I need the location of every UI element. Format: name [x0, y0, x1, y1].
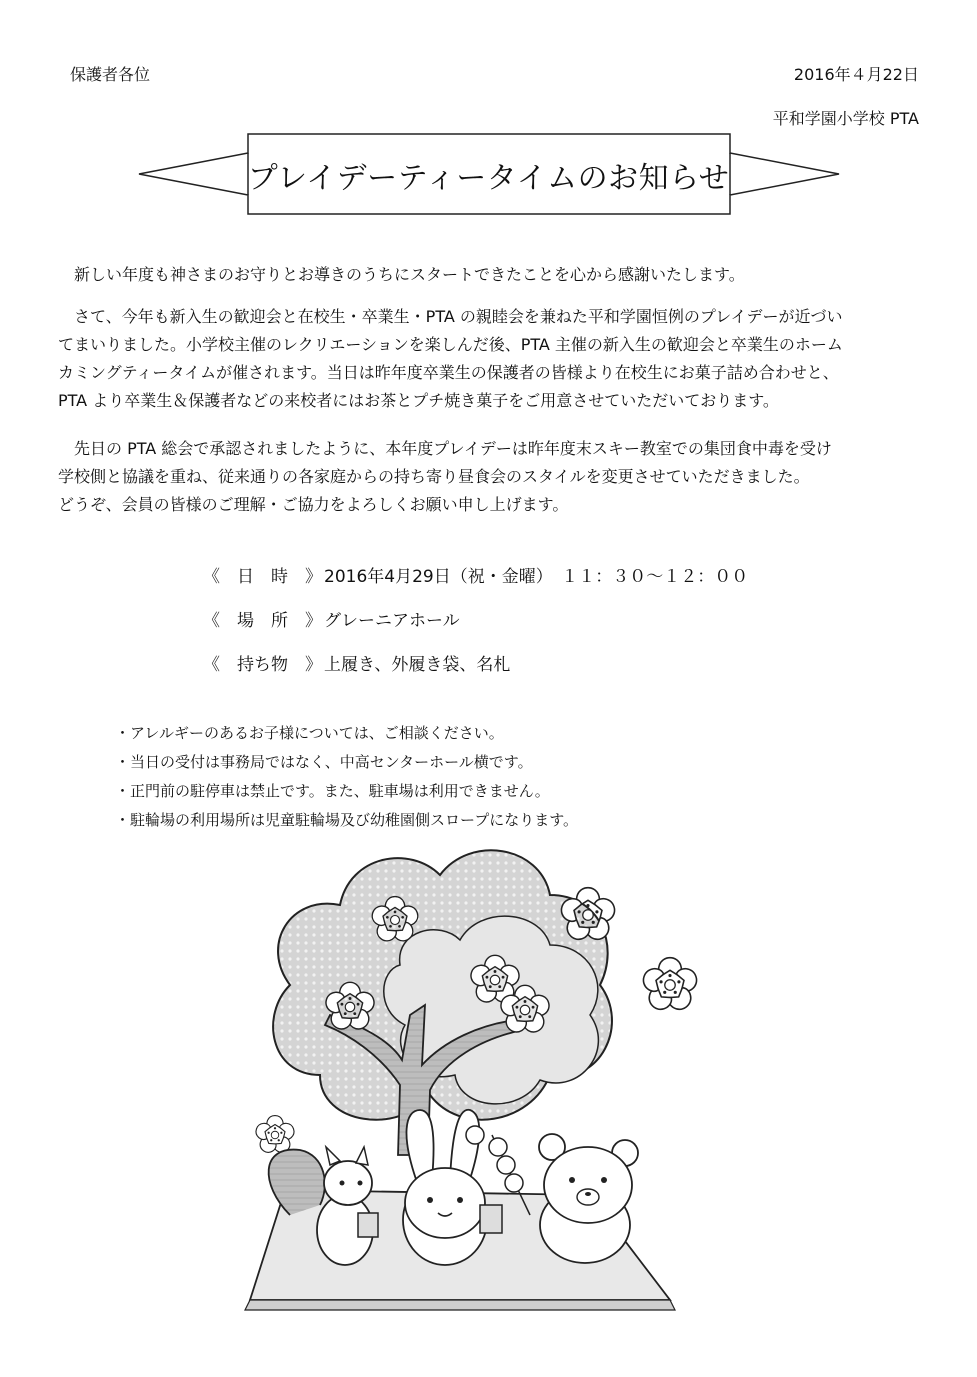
- paragraph-line: さて、今年も新入生の歓迎会と在校生・卒業生・PTA の親睦会を兼ねた平和学園恒例のプレイデーが近づい: [58, 307, 843, 326]
- event-intro-paragraph: [58, 303, 924, 415]
- recipient-label: 保護者各位: [70, 65, 151, 84]
- event-datetime-row: [203, 562, 748, 587]
- document-date: 2016年４月22日: [793, 65, 919, 84]
- policy-paragraph: [58, 435, 924, 519]
- cherry-blossom-picnic-illustration: [230, 835, 730, 1315]
- datetime-label: 《 日 時 》: [203, 567, 322, 587]
- items-label: 《 持ち物 》: [203, 655, 322, 675]
- place-label: 《 場 所 》: [203, 611, 322, 631]
- paragraph-line: どうぞ、会員の皆様のご理解・ご協力をよろしくお願い申し上げます。: [58, 495, 569, 514]
- paragraph-line: PTA より卒業生＆保護者などの来校者にはお茶とプチ焼き菓子をご用意させていただいております。: [58, 391, 779, 410]
- event-items-row: [203, 650, 510, 675]
- paragraph-line: 学校側と協議を重ね、従来通りの各家庭からの持ち寄り昼食会のスタイルを変更させていただきました。: [58, 467, 810, 486]
- greeting-paragraph: [58, 261, 924, 289]
- note-item: ・当日の受付は事務局ではなく、中高センターホール横です。: [115, 753, 533, 771]
- organization-name: 平和学園小学校 PTA: [772, 109, 919, 128]
- note-item: ・駐輪場の利用場所は児童駐輪場及び幼稚園側スロープになります。: [115, 811, 579, 829]
- place-value: グレーニアホール: [324, 611, 460, 631]
- note-item: ・正門前の駐停車は禁止です。また、駐車場は利用できません。: [115, 782, 550, 800]
- datetime-value: 2016年4月29日（祝・金曜） １１：３０～１２：００: [324, 567, 749, 587]
- notes-list: [115, 719, 578, 835]
- paragraph-line: 先日の PTA 総会で承認されましたように、本年度プレイデーは昨年度末スキー教室での集団食中毒を受け: [58, 439, 832, 458]
- paragraph-line: 新しい年度も神さまのお守りとお導きのうちにスタートできたことを心から感謝いたします。: [58, 265, 745, 284]
- paragraph-line: カミングティータイムが催されます。当日は昨年度卒業生の保護者の皆様より在校生にお菓子詰め合わせと、: [58, 363, 839, 382]
- page-title: プレイデーティータイムのお知らせ: [247, 161, 730, 196]
- paragraph-line: てまいりました。小学校主催のレクリエーションを楽しんだ後、PTA 主催の新入生の歓迎会と卒業生のホーム: [58, 335, 843, 354]
- event-place-row: [203, 606, 460, 631]
- items-value: 上履き、外履き袋、名札: [324, 655, 511, 675]
- note-item: ・アレルギーのあるお子様については、ご相談ください。: [115, 724, 504, 742]
